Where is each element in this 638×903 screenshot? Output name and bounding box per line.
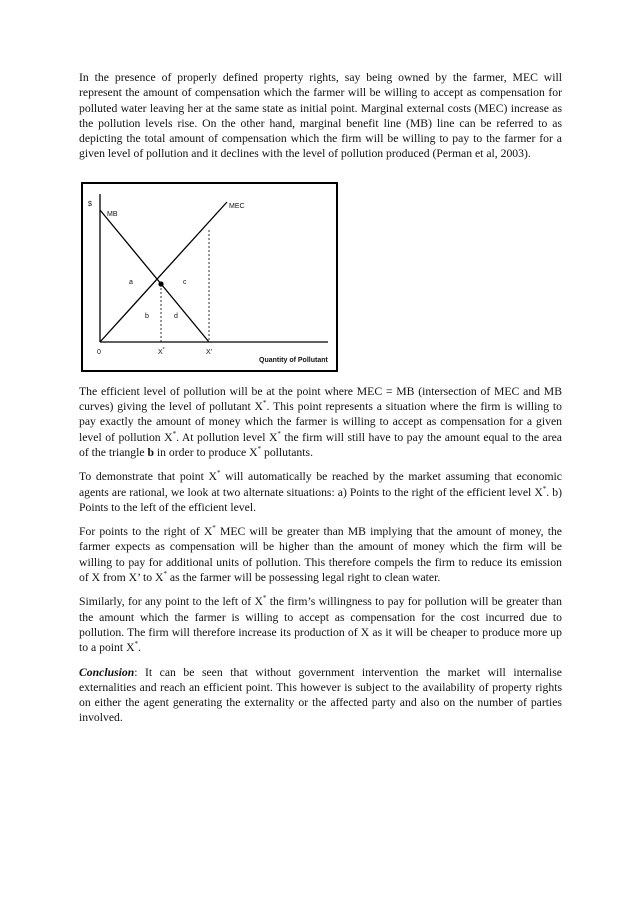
mb-label: MB <box>107 210 118 218</box>
x-axis-label: Quantity of Pollutant <box>259 356 328 364</box>
origin-label: 0 <box>97 348 101 356</box>
y-axis-label: $ <box>88 200 92 208</box>
area-c-label: c <box>183 278 187 286</box>
area-b-label: b <box>145 312 149 320</box>
diagram-svg <box>83 184 336 370</box>
document-page <box>79 70 562 735</box>
paragraph-right-of-xstar: For points to the right of X* MEC will be greater than MB implying that the amount of money, the farmer expects as compensation will be higher than the amount of money which the firm will be willing to pay for additional units of pollution. This therefore compels the firm to reduce its emission of X from X’ to X* as the farmer will be possessing legal right to clean water. <box>79 524 562 585</box>
paragraph-left-of-xstar: Similarly, for any point to the left of X* the firm’s willingness to pay for pollution will be greater than the amount which the farmer is willing to accept as compensation for the cost incurred due to pollution. The firm will therefore increase its production of X as it will be cheaper to produce more up to a point X*. <box>79 594 563 655</box>
xstar-label: X* <box>158 346 165 356</box>
mec-label: MEC <box>229 202 245 210</box>
area-d-label: d <box>174 312 178 320</box>
pollution-diagram <box>81 182 338 372</box>
efficient-point <box>158 281 163 286</box>
mec-line <box>100 202 227 342</box>
paragraph-demonstrate: To demonstrate that point X* will automatically be reached by the market assuming that economic agents are rational, we look at two alternate situations: a) Points to the right of the efficient level X*. b) Points to the left of the efficient level. <box>79 469 562 514</box>
paragraph-conclusion: Conclusion: It can be seen that without government intervention the market will internalise externalities and reach an efficient point. This however is subject to the availability of property rights on either the agent generating the externality or the affected party and also on the number of parties involved. <box>79 665 562 725</box>
conclusion-label: Conclusion <box>79 665 135 679</box>
paragraph-property-rights: In the presence of properly defined property rights, say being owned by the farmer, MEC will represent the amount of compensation which the farmer will be willing to accept as compensation for polluted water leaving her at the same state as initial point. Marginal external costs (MEC) increase as the pollution levels rise. On the other hand, marginal benefit line (MB) line can be referred to as depicting the total amount of compensation which the firm will be willing to pay to the farmer for a given level of pollution and it declines with the level of pollution produced (Perman et al, 2003). <box>79 71 562 161</box>
mb-line <box>100 210 209 342</box>
area-a-label: a <box>129 278 133 286</box>
paragraph-efficient-level: The efficient level of pollution will be at the point where MEC = MB (intersection of MEC and MB curves) giving the level of pollutant X*. This point represents a situation where the firm is willing to pay exactly the amount of money which the farmer is willing to accept as compensation for a given level of pollution X*. At pollution level X* the firm will still have to pay the amount equal to the area of the triangle b in order to produce X* pollutants. <box>79 384 563 459</box>
xprime-label: X' <box>206 348 213 356</box>
